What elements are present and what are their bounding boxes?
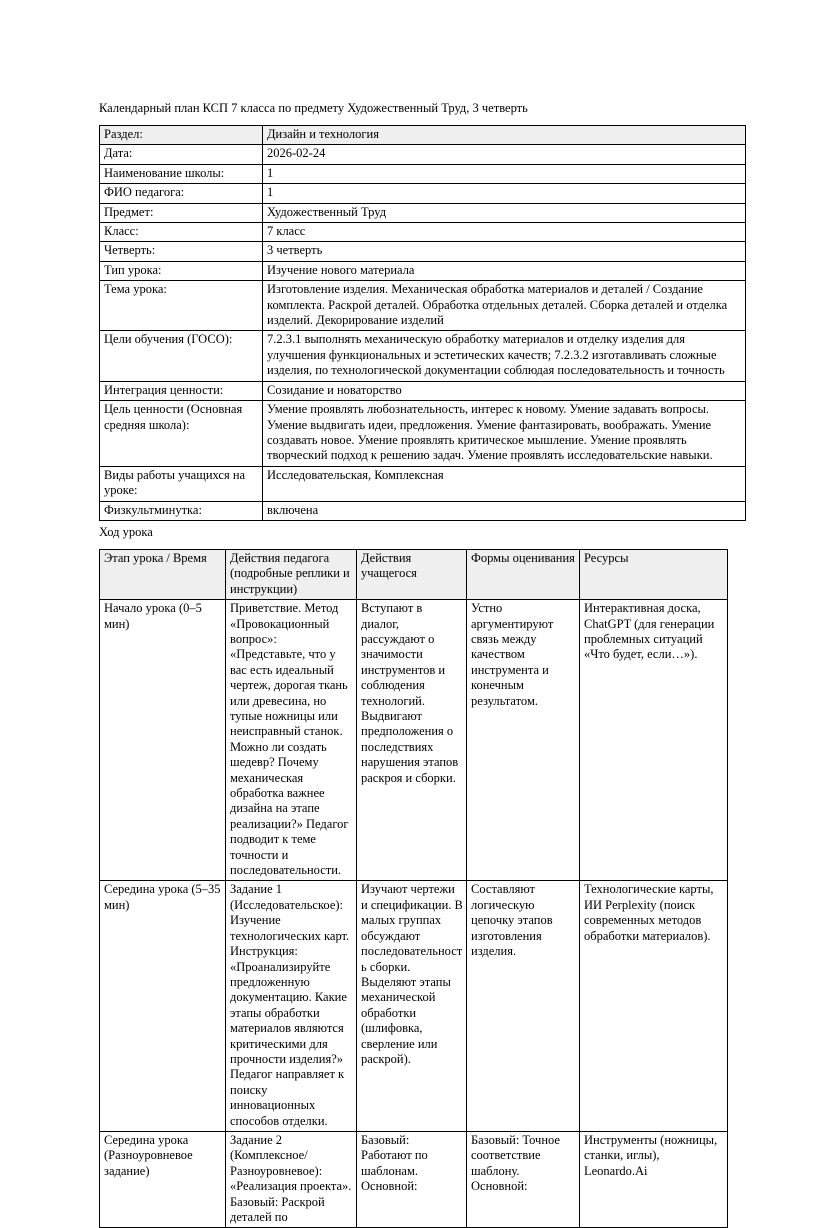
table-row bbox=[100, 261, 746, 280]
info-row-key: Интеграция ценности: bbox=[100, 381, 263, 400]
info-row-key: Предмет: bbox=[100, 203, 263, 222]
resources-cell: Инструменты (ножницы, станки, иглы), Leonardo.Ai bbox=[580, 1131, 728, 1227]
lesson-info-table-body bbox=[100, 126, 746, 521]
info-row-value: Изучение нового материала bbox=[263, 261, 746, 280]
info-row-key: Раздел: bbox=[100, 126, 263, 145]
info-row-key: Четверть: bbox=[100, 242, 263, 261]
lesson-flow-table bbox=[99, 549, 728, 1228]
lesson-flow-body bbox=[100, 600, 728, 1228]
info-row-value: Изготовление изделия. Механическая обработка материалов и деталей / Создание комплекта. Раскрой деталей. Обработка отдельных деталей. Сборка деталей и отделка изделий. Декорирование изделий bbox=[263, 281, 746, 331]
info-row-key: Дата: bbox=[100, 145, 263, 164]
info-row-key: Цели обучения (ГОСО): bbox=[100, 331, 263, 381]
table-row bbox=[100, 145, 746, 164]
table-row bbox=[100, 1131, 728, 1227]
info-row-value: Созидание и новаторство bbox=[263, 381, 746, 400]
info-row-value: 7 класс bbox=[263, 223, 746, 242]
resources-cell: Технологические карты, ИИ Perplexity (поиск современных методов обработки материалов). bbox=[580, 881, 728, 1132]
lesson-info-table bbox=[99, 125, 746, 521]
info-row-key: Виды работы учащихся на уроке: bbox=[100, 466, 263, 501]
table-row bbox=[100, 223, 746, 242]
column-header: Этап урока / Время bbox=[100, 549, 226, 599]
info-row-key: Цель ценности (Основная средняя школа): bbox=[100, 401, 263, 467]
table-row bbox=[100, 281, 746, 331]
info-row-value: 3 четверть bbox=[263, 242, 746, 261]
resources-cell: Интерактивная доска, ChatGPT (для генерации проблемных ситуаций «Что будет, если…»). bbox=[580, 600, 728, 881]
info-row-value: включена bbox=[263, 501, 746, 520]
info-row-key: Физкультминутка: bbox=[100, 501, 263, 520]
table-row bbox=[100, 331, 746, 381]
assessment-forms-cell: Базовый: Точное соответствие шаблону. Основной: bbox=[467, 1131, 580, 1227]
info-row-value: 7.2.3.1 выполнять механическую обработку материалов и отделку изделия для улучшения функциональных и эстетических качеств; 7.2.3.2 изготавливать сложные изделия, по технологической документации соблюдая последовательность и точность bbox=[263, 331, 746, 381]
teacher-actions-cell: Приветствие. Метод «Провокационный вопрос»: «Представьте, что у вас есть идеальный чертеж, дорогая ткань или древесина, но тупые ножницы или неисправный станок. Можно ли создать шедевр? Почему механическая обработка важнее дизайна на этапе реализации?» Педагог подводит к теме точности и последовательности. bbox=[226, 600, 357, 881]
info-row-key: Наименование школы: bbox=[100, 164, 263, 183]
table-row bbox=[100, 164, 746, 183]
document-content bbox=[99, 100, 727, 1228]
table-row bbox=[100, 242, 746, 261]
info-row-key: Класс: bbox=[100, 223, 263, 242]
info-row-value: Исследовательская, Комплексная bbox=[263, 466, 746, 501]
student-actions-cell: Базовый: Работают по шаблонам. Основной: bbox=[357, 1131, 467, 1227]
table-row bbox=[100, 381, 746, 400]
info-row-value: 1 bbox=[263, 164, 746, 183]
table-row bbox=[100, 401, 746, 467]
table-row bbox=[100, 126, 746, 145]
lesson-stage-cell: Середина урока (5–35 мин) bbox=[100, 881, 226, 1132]
column-header: Действия учащегося bbox=[357, 549, 467, 599]
column-header: Формы оценивания bbox=[467, 549, 580, 599]
table-row bbox=[100, 501, 746, 520]
column-header: Действия педагога (подробные реплики и инструкции) bbox=[226, 549, 357, 599]
info-row-value: Умение проявлять любознательность, интерес к новому. Умение задавать вопросы. Умение выдвигать идеи, предложения. Умение фантазировать, воображать. Умение создавать новое. Умение проявлять критическое мышление. Умение проявлять творческий подход к решению задач. Умение проявлять исследовательские навыки. bbox=[263, 401, 746, 467]
student-actions-cell: Изучают чертежи и спецификации. В малых группах обсуждают последовательность сборки. Выделяют этапы механической обработки (шлифовка, сверление или раскрой). bbox=[357, 881, 467, 1132]
assessment-forms-cell: Составляют логическую цепочку этапов изготовления изделия. bbox=[467, 881, 580, 1132]
teacher-actions-cell: Задание 1 (Исследовательское): Изучение технологических карт. Инструкция: «Проанализируйте предложенную документацию. Какие этапы обработки материалов являются критическими для прочности изделия?» Педагог направляет к поиску инновационных способов отделки. bbox=[226, 881, 357, 1132]
student-actions-cell: Вступают в диалог, рассуждают о значимости инструментов и соблюдения технологий. Выдвигают предположения о последствиях нарушения этапов раскроя и сборки. bbox=[357, 600, 467, 881]
table-row bbox=[100, 466, 746, 501]
assessment-forms-cell: Устно аргументируют связь между качеством инструмента и конечным результатом. bbox=[467, 600, 580, 881]
info-row-value: 2026-02-24 bbox=[263, 145, 746, 164]
info-row-value: Художественный Труд bbox=[263, 203, 746, 222]
table-row bbox=[100, 184, 746, 203]
info-row-key: Тема урока: bbox=[100, 281, 263, 331]
lesson-stage-cell: Середина урока (Разноуровневое задание) bbox=[100, 1131, 226, 1227]
info-row-value: 1 bbox=[263, 184, 746, 203]
info-row-value: Дизайн и технология bbox=[263, 126, 746, 145]
table-row bbox=[100, 600, 728, 881]
table-row bbox=[100, 881, 728, 1132]
info-row-key: Тип урока: bbox=[100, 261, 263, 280]
info-row-key: ФИО педагога: bbox=[100, 184, 263, 203]
page-title: Календарный план КСП 7 класса по предмету Художественный Труд, 3 четверть bbox=[99, 101, 528, 115]
table-header-row bbox=[100, 549, 728, 599]
lesson-flow-caption: Ход урока bbox=[99, 524, 153, 539]
lesson-stage-cell: Начало урока (0–5 мин) bbox=[100, 600, 226, 881]
table-row bbox=[100, 203, 746, 222]
column-header: Ресурсы bbox=[580, 549, 728, 599]
teacher-actions-cell: Задание 2 (Комплексное/Разноуровневое): «Реализация проекта». Базовый: Раскрой деталей по bbox=[226, 1131, 357, 1227]
lesson-flow-header bbox=[100, 549, 728, 599]
